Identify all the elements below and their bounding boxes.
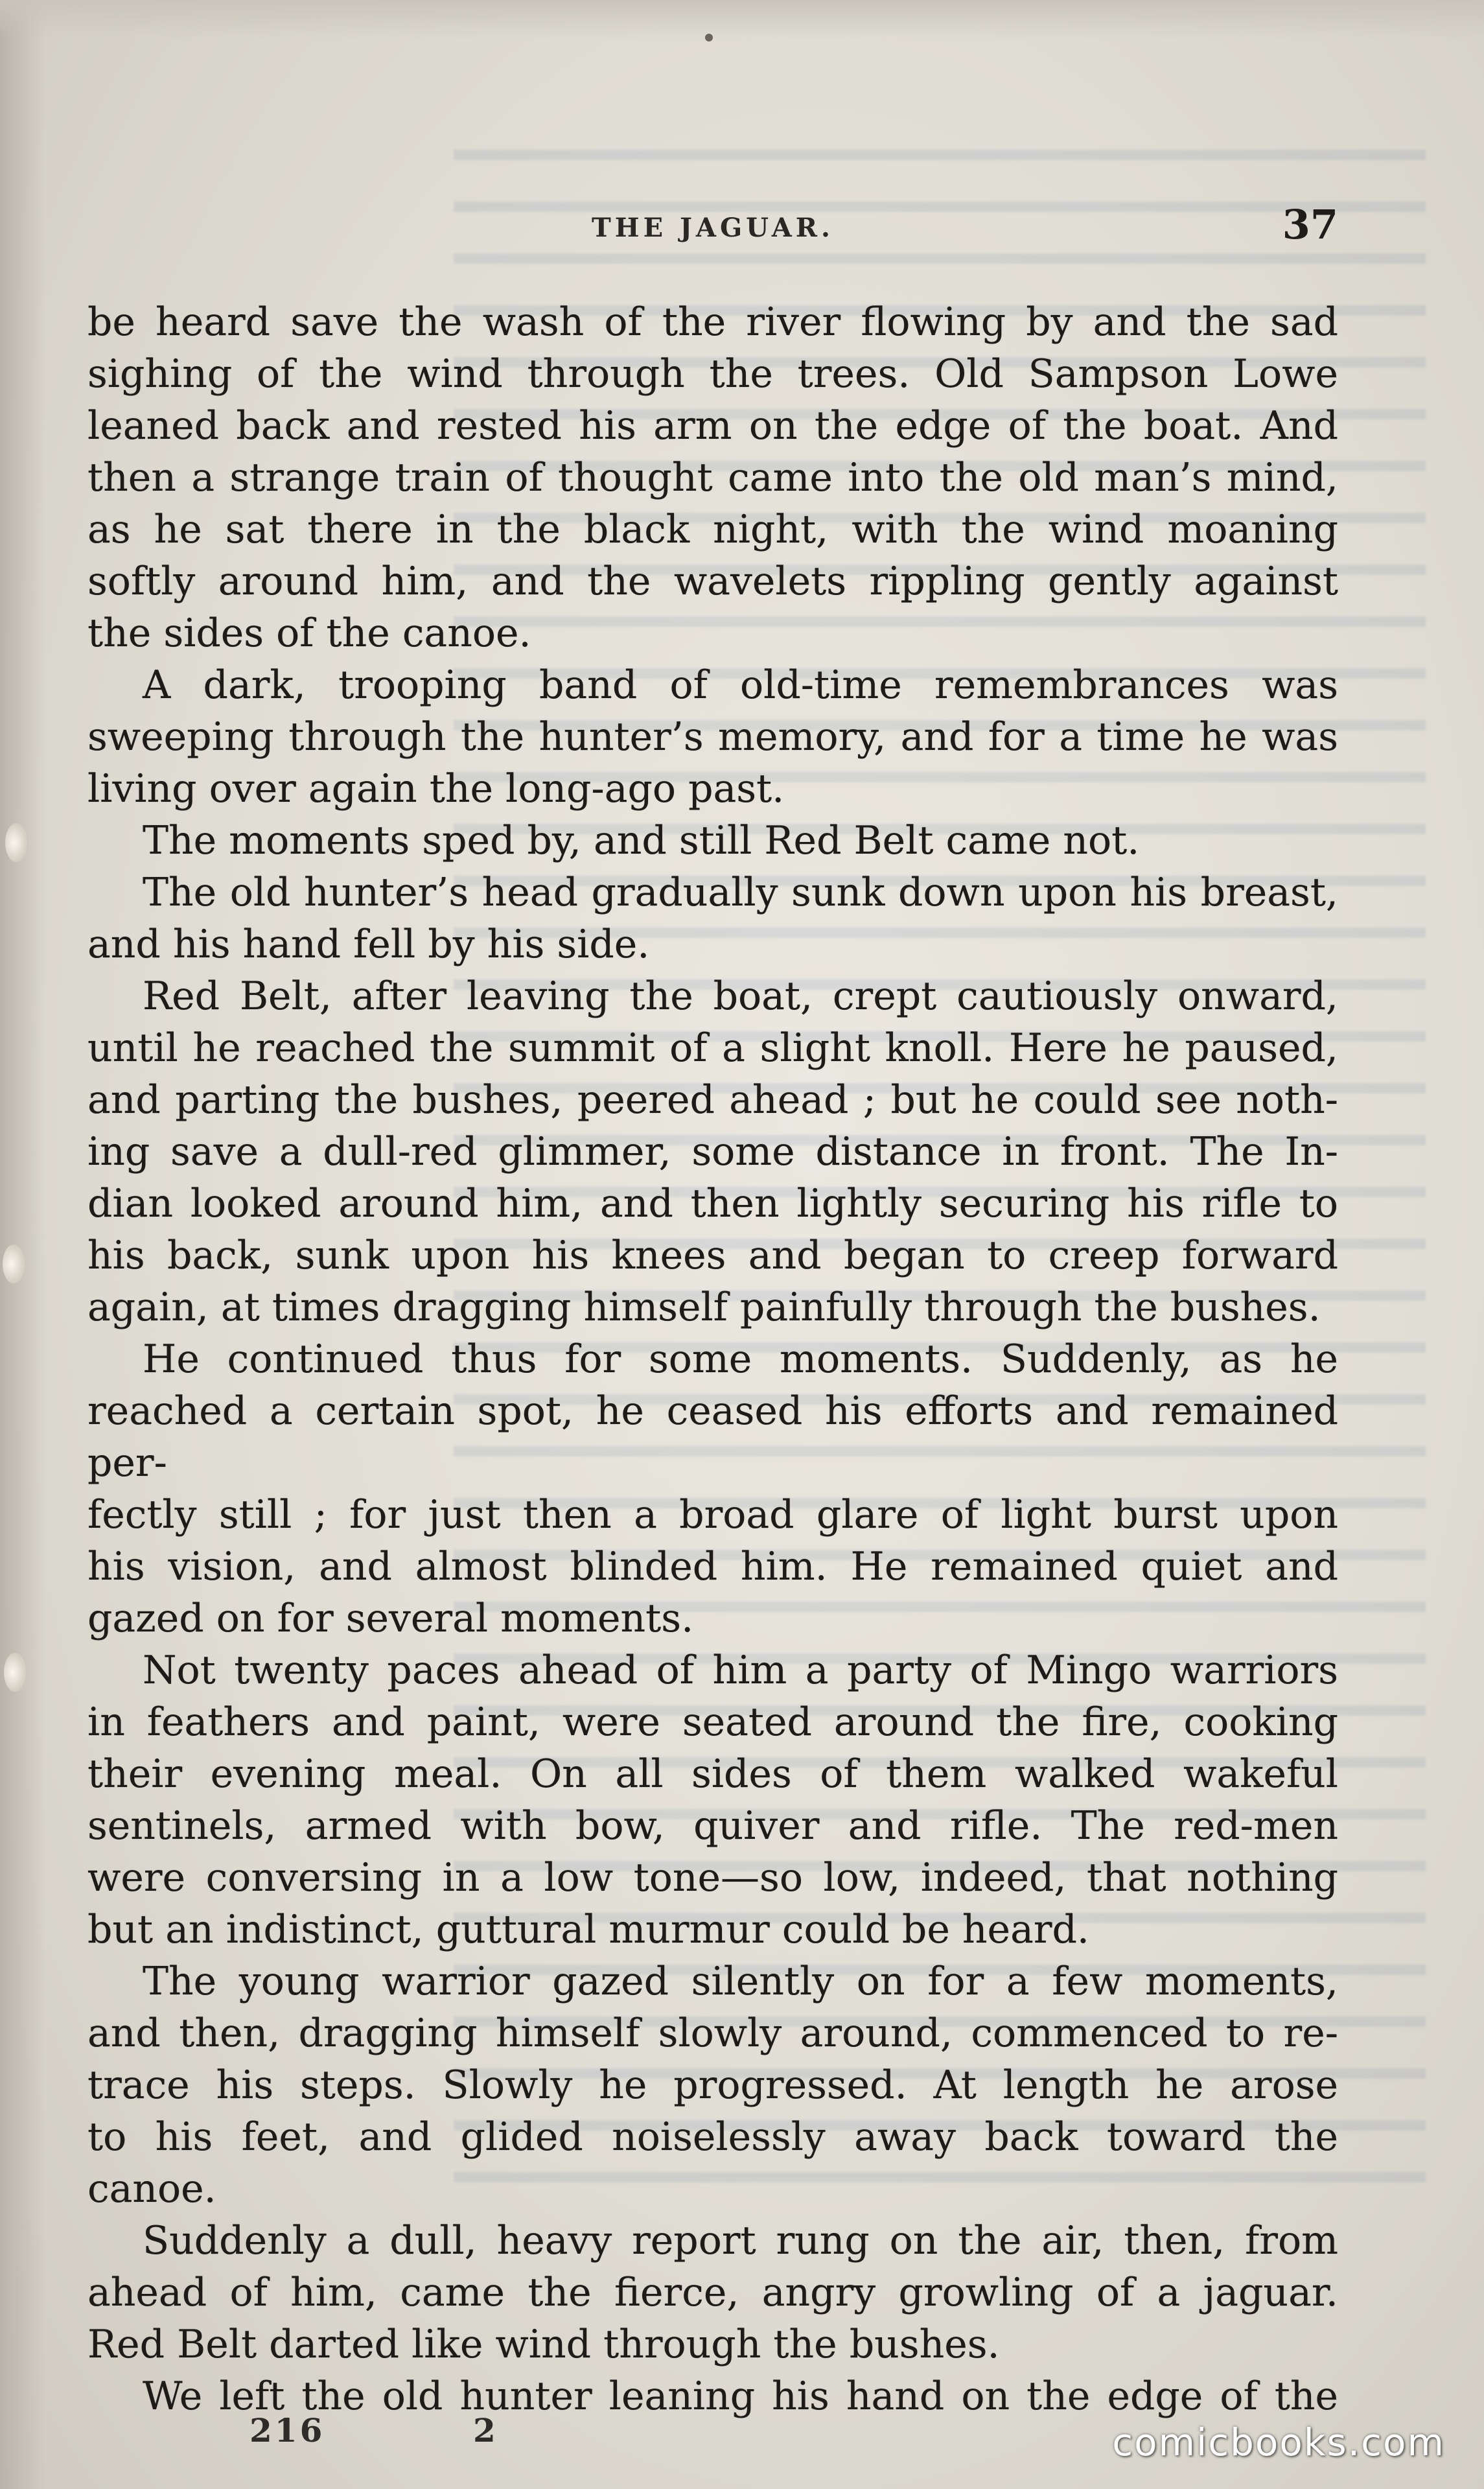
binding-hole (5, 823, 27, 862)
text-line: He continued thus for some moments. Suddenly, as he (143, 1337, 1338, 1382)
text-line: in feathers and paint, were seated around the fire, cooking (87, 1700, 1338, 1745)
text-line: ahead of him, came the fierce, angry growling of a jaguar. (87, 2270, 1338, 2315)
text-line: to his feet, and glided noiselessly away back toward the (87, 2114, 1338, 2160)
text-line: The young warrior gazed silently on for a few moments, (143, 1959, 1338, 2004)
page-left-shadow (0, 0, 45, 2489)
text-line: and then, dragging himself slowly around, commenced to re- (87, 2011, 1338, 2056)
text-line: living over again the long-ago past. (87, 766, 785, 812)
text-line: We left the old hunter leaning his hand on the edge of the (143, 2374, 1338, 2419)
text-line: his vision, and almost blinded him. He remained quiet and (87, 1544, 1338, 1589)
text-line: softly around him, and the wavelets rippling gently against (87, 559, 1338, 604)
text-line: sweeping through the hunter’s memory, and for a time he was (87, 714, 1338, 760)
text-line: ing save a dull-red glimmer, some distance in front. The In- (87, 1129, 1338, 1174)
text-line: A dark, trooping band of old-time remembrances was (143, 662, 1338, 708)
watermark: comicbooks.com (1112, 2420, 1445, 2464)
text-line: Red Belt, after leaving the boat, crept cautiously onward, (143, 974, 1338, 1019)
text-line: sighing of the wind through the trees. Old Sampson Lowe (87, 351, 1338, 397)
text-line: reached a certain spot, he ceased his efforts and remained per- (87, 1388, 1338, 1486)
signature-mark: 2 (473, 2411, 496, 2449)
binding-hole (3, 1244, 25, 1283)
text-line: his back, sunk upon his knees and began to creep forward (87, 1233, 1338, 1278)
page-number: 37 (1282, 201, 1338, 248)
text-line: Suddenly a dull, heavy report rung on the air, then, from (143, 2218, 1338, 2263)
text-line: trace his steps. Slowly he progressed. At length he arose (87, 2062, 1338, 2108)
ink-speck (705, 34, 713, 41)
text-line: were conversing in a low tone—so low, indeed, that nothing (87, 1855, 1338, 1900)
text-line: until he reached the summit of a slight knoll. Here he paused, (87, 1025, 1338, 1071)
page-header (87, 194, 1338, 259)
text-line: then a strange train of thought came into the old man’s mind, (87, 455, 1338, 500)
text-line: canoe. (87, 2166, 216, 2212)
text-line: their evening meal. On all sides of them walked wakeful (87, 1751, 1338, 1797)
text-line: dian looked around him, and then lightly securing his rifle to (87, 1181, 1338, 1226)
text-line: as he sat there in the black night, with the wind moaning (87, 507, 1338, 552)
text-line: sentinels, armed with bow, quiver and rifle. The red-men (87, 1803, 1338, 1849)
text-line: and parting the bushes, peered ahead ; but he could see noth- (87, 1077, 1338, 1123)
signature-number: 216 (249, 2411, 325, 2449)
page-top-shadow (0, 0, 1484, 39)
binding-hole (4, 1653, 26, 1692)
text-line: the sides of the canoe. (87, 611, 531, 656)
text-line: The moments sped by, and still Red Belt came not. (143, 818, 1140, 863)
body-text (87, 296, 1338, 2422)
text-line: The old hunter’s head gradually sunk down upon his breast, (143, 870, 1338, 915)
text-line: Not twenty paces ahead of him a party of Mingo warriors (143, 1648, 1338, 1693)
running-head: THE JAGUAR. (592, 213, 834, 243)
text-line: leaned back and rested his arm on the edge of the boat. And (87, 403, 1338, 449)
text-line: Red Belt darted like wind through the bushes. (87, 2322, 1000, 2367)
text-line: fectly still ; for just then a broad glare of light burst upon (87, 1492, 1338, 1537)
text-line: be heard save the wash of the river flowing by and the sad (87, 299, 1338, 345)
text-line: gazed on for several moments. (87, 1596, 694, 1641)
text-line: but an indistinct, guttural murmur could be heard. (87, 1907, 1089, 1952)
text-line: again, at times dragging himself painfully through the bushes. (87, 1285, 1321, 1330)
text-line: and his hand fell by his side. (87, 922, 650, 967)
